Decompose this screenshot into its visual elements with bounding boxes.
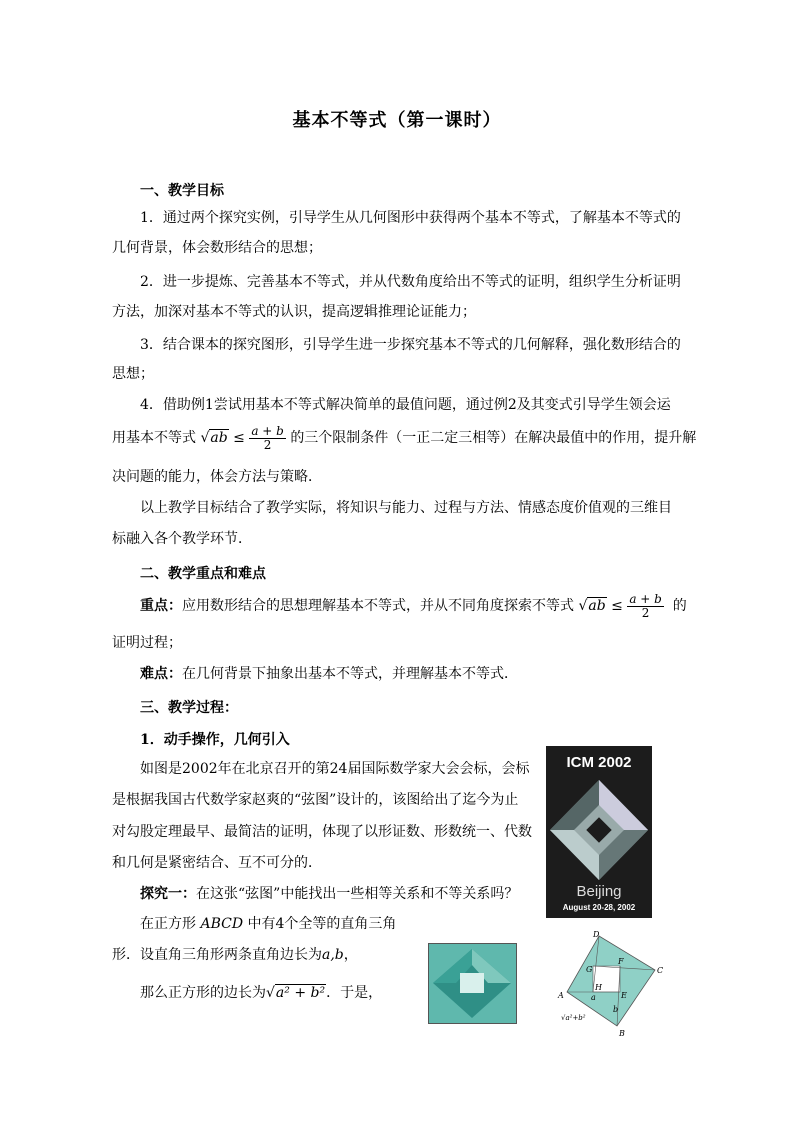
page-title: 基本不等式（第一课时） <box>292 110 502 131</box>
frac-numerator: a + b <box>629 591 662 606</box>
label-b: b <box>613 1005 619 1014</box>
square-line1-post: 中有4个全等的直角三角 <box>247 916 397 932</box>
explore-text: 在这张“弦图”中能找出一些相等关系和不等关系吗？ <box>196 886 519 902</box>
square-line3-post: ．于是， <box>326 985 383 1001</box>
key-label: 重点： <box>140 598 182 614</box>
le-symbol: ≤ <box>233 430 245 446</box>
square-line2-post: ， <box>343 947 358 963</box>
key-pre: 应用数形结合的思想理解基本不等式，并从不同角度探索不等式 <box>182 598 574 614</box>
label-A: A <box>558 991 564 1000</box>
label-side: √a²+b² <box>561 1014 586 1022</box>
objective-3-line2: 思想； <box>112 366 154 382</box>
sqrt-symbol: √ <box>578 598 588 614</box>
fraction-mean <box>249 425 286 452</box>
label-H: H <box>595 983 602 992</box>
radicand: ab <box>210 430 228 446</box>
label-E: E <box>621 991 627 1000</box>
para1-line1: 如图是2002年在北京召开的第24届国际数学家大会会标，会标 <box>140 761 530 777</box>
label-C: C <box>657 966 664 975</box>
square-line1-pre: 在正方形 <box>140 916 196 932</box>
sqrt-side <box>266 984 326 1001</box>
square-line2 <box>112 948 358 962</box>
square-line3 <box>140 986 382 1000</box>
explore-label: 探究一： <box>140 886 196 902</box>
frac-denominator: 2 <box>641 605 650 620</box>
explore-line <box>140 887 518 901</box>
icm-poster <box>546 746 652 918</box>
fraction-mean-2 <box>627 593 664 620</box>
label-D: D <box>593 930 600 939</box>
summary-line1: 以上教学目标结合了教学实际，将知识与能力、过程与方法、情感态度价值观的三维目 <box>140 500 672 516</box>
string-figure-icon <box>428 943 517 1024</box>
label-G: G <box>586 965 593 974</box>
objective-1-line1: 1．通过两个探究实例，引导学生从几何图形中获得两个基本不等式，了解基本不等式的 <box>140 210 681 226</box>
radicand: a² + b² <box>275 985 326 1001</box>
radicand: ab <box>588 598 606 614</box>
key-post: 的 <box>672 598 687 614</box>
poster-title: ICM 2002 <box>566 754 632 771</box>
section-heading-objectives: 一、教学目标 <box>140 183 224 199</box>
square-line2-pre: 形．设直角三角形两条直角边长为 <box>112 947 322 963</box>
sqrt-ab-2 <box>578 597 606 614</box>
sqrt-symbol: √ <box>266 985 275 1001</box>
label-F: F <box>618 957 624 966</box>
difficulty-label: 难点： <box>140 666 182 682</box>
sqrt-symbol: √ <box>200 430 210 446</box>
abcd-label: ABCD <box>200 916 244 932</box>
objective-2-line2: 方法，加深对基本不等式的认识，提高逻辑推理论证能力； <box>112 304 476 320</box>
section-heading-key-points: 二、教学重点和难点 <box>140 566 266 582</box>
objective-2-line1: 2．进一步提炼、完善基本不等式，并从代数角度给出不等式的证明，组织学生分析证明 <box>140 274 681 290</box>
labeled-string-figure-icon <box>555 928 670 1038</box>
ab-vars: a,b <box>322 947 344 963</box>
key-point-line1 <box>140 590 687 622</box>
summary-line2: 标融入各个教学环节． <box>112 531 252 547</box>
objective-1-line2: 几何背景，体会数形结合的思想； <box>112 240 322 256</box>
objective-3-line1: 3．结合课本的探究图形，引导学生进一步探究基本不等式的几何解释，强化数形结合的 <box>140 337 681 353</box>
frac-denominator: 2 <box>263 437 272 452</box>
le-symbol: ≤ <box>611 598 623 614</box>
poster-city: Beijing <box>576 883 622 900</box>
sqrt-ab <box>200 429 228 446</box>
difficulty-text: 在几何背景下抽象出基本不等式，并理解基本不等式． <box>182 666 518 682</box>
key-point-line2: 证明过程； <box>112 635 182 651</box>
square-line1 <box>140 917 396 931</box>
para1-line4: 和几何是紧密结合、互不可分的． <box>112 855 322 871</box>
objective-4-pre: 用基本不等式 <box>112 430 196 446</box>
section-heading-process: 三、教学过程： <box>140 700 238 716</box>
square-line3-pre: 那么正方形的边长为 <box>140 985 266 1001</box>
poster-logo-icon <box>546 778 652 888</box>
subsection-heading-1: 1．动手操作，几何引入 <box>140 732 290 748</box>
para1-line2: 是根据我国古代数学家赵爽的“弦图”设计的，该图给出了迄今为止 <box>112 792 519 808</box>
poster-dates: August 20-28, 2002 <box>562 903 636 912</box>
label-B: B <box>619 1029 625 1038</box>
objective-4-line2 <box>112 422 696 454</box>
difficulty-line <box>140 667 518 681</box>
frac-numerator: a + b <box>251 423 284 438</box>
objective-4-post: 的三个限制条件（一正二定三相等）在解决最值中的作用，提升解 <box>290 430 697 446</box>
para1-line3: 对勾股定理最早、最简洁的证明，体现了以形证数、形数统一、代数 <box>112 824 532 840</box>
label-a: a <box>591 993 596 1002</box>
objective-4-line3: 决问题的能力，体会方法与策略． <box>112 469 322 485</box>
objective-4-line1: 4．借助例1尝试用基本不等式解决简单的最值问题，通过例2及其变式引导学生领会运 <box>140 397 671 413</box>
